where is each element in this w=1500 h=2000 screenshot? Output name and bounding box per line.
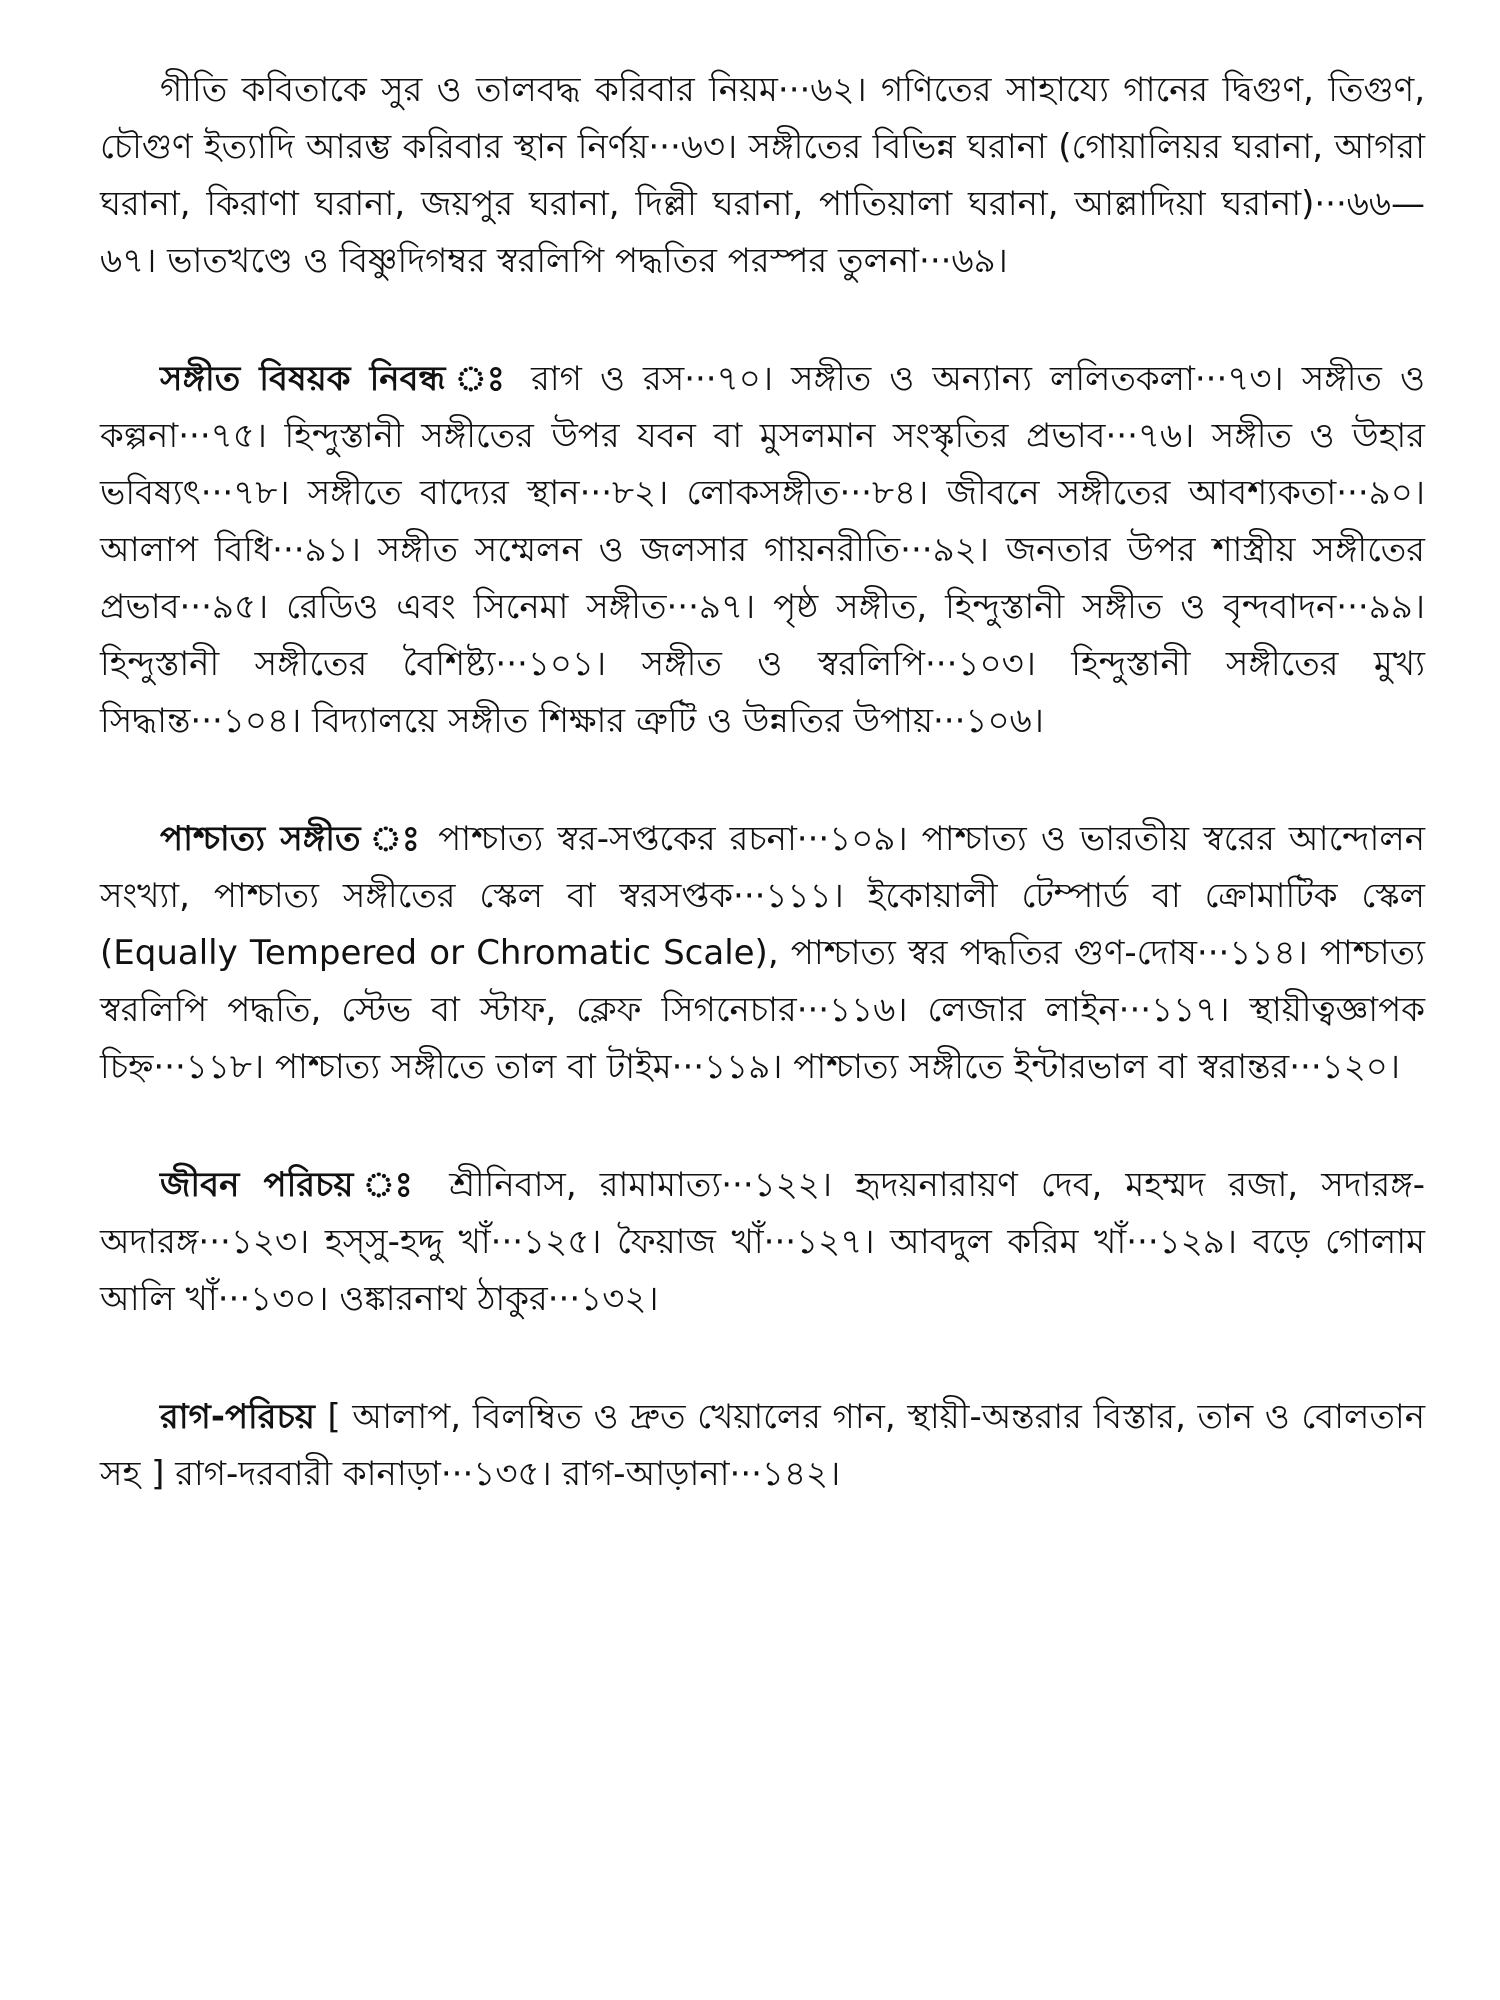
section-body: শ্রীনিবাস, রামামাত্য···১২২। হৃদয়নারায়ণ দেব, মহম্মদ রজা, সদারঙ্গ-অদারঙ্গ···১২৩। হস্সু-হদ্দু খাঁ···১২৫। ফৈয়াজ খাঁ···১২৭। আবদুল করিম খাঁ···১২৯। বড়ে গোলাম আলি খাঁ···১৩০। ওঙ্কারনাথ ঠাকুর···১৩২। [100,1165,1426,1319]
page-content [100,62,1425,1962]
section-separator: ঃ [360,819,439,859]
section-heading: পাশ্চাত্য সঙ্গীত [160,819,361,859]
section-music-essays [100,351,1425,750]
section-separator: ঃ [445,359,532,399]
section-heading: সঙ্গীত বিষয়ক নিবন্ধ [160,359,446,399]
section-body: [ আলাপ, বিলম্বিত ও দ্রুত খেয়ালের গান, স্থায়ী-অন্তরার বিস্তার, তান ও বোলতান সহ ] রাগ-দরবারী কানাড়া···১৩৫। রাগ-আড়ানা···১৪২। [100,1397,1425,1494]
section-body: পাশ্চাত্য স্বর-সপ্তকের রচনা···১০৯। পাশ্চাত্য ও ভারতীয় স্বরের আন্দোলন সংখ্যা, পাশ্চাত্য সঙ্গীতের স্কেল বা স্বরসপ্তক···১১১। ইকোয়ালী টেম্পার্ড বা ক্রোমাটিক স্কেল (Equally Tempered or Chromatic Scale), পাশ্চাত্য স্বর পদ্ধতির গুণ-দোষ···১১৪। পাশ্চাত্য স্বরলিপি পদ্ধতি, স্টেভ বা স্টাফ, ক্লেফ সিগনেচার···১১৬। লেজার লাইন···১১৭। স্থায়ীত্বজ্ঞাপক চিহ্ন···১১৮। পাশ্চাত্য সঙ্গীতে তাল বা টাইম···১১৯। পাশ্চাত্য সঙ্গীতে ইন্টারভাল বা স্বরান্তর···১২০। [100,819,1425,1087]
section-heading: জীবন পরিচয় [160,1165,354,1205]
section-biographies [100,1157,1425,1328]
section-raga-introduction [100,1389,1425,1503]
section-body: রাগ ও রস···৭০। সঙ্গীত ও অন্যান্য ললিতকলা···৭৩। সঙ্গীত ও কল্পনা···৭৫। হিন্দুস্তানী সঙ্গীতের উপর যবন বা মুসলমান সংস্কৃতির প্রভাব···৭৬। সঙ্গীত ও উহার ভবিষ্যৎ···৭৮। সঙ্গীতে বাদ্যের স্থান···৮২। লোকসঙ্গীত···৮৪। জীবনে সঙ্গীতের আবশ্যকতা···৯০। আলাপ বিধি···৯১। সঙ্গীত সম্মেলন ও জলসার গায়নরীতি···৯২। জনতার উপর শাস্ত্রীয় সঙ্গীতের প্রভাব···৯৫। রেডিও এবং সিনেমা সঙ্গীত···৯৭। পৃষ্ঠ সঙ্গীত, হিন্দুস্তানী সঙ্গীত ও বৃন্দবাদন···৯৯। হিন্দুস্তানী সঙ্গীতের বৈশিষ্ট্য···১০১। সঙ্গীত ও স্বরলিপি···১০৩। হিন্দুস্তানী সঙ্গীতের মুখ্য সিদ্ধান্ত···১০৪। বিদ্যালয়ে সঙ্গীত শিক্ষার ত্রুটি ও উন্নতির উপায়···১০৬। [100,359,1425,741]
section-separator [315,1397,328,1437]
section-music-theory [100,62,1425,290]
section-heading: রাগ-পরিচয় [160,1397,315,1437]
section-separator: ঃ [353,1165,450,1205]
section-western-music [100,811,1425,1096]
section-body: গীতি কবিতাকে সুর ও তালবদ্ধ করিবার নিয়ম···৬২। গণিতের সাহায্যে গানের দ্বিগুণ, তিগুণ, চৌগুণ ইত্যাদি আরম্ভ করিবার স্থান নির্ণয়···৬৩। সঙ্গীতের বিভিন্ন ঘরানা (গোয়ালিয়র ঘরানা, আগরা ঘরানা, কিরাণা ঘরানা, জয়পুর ঘরানা, দিল্লী ঘরানা, পাতিয়ালা ঘরানা, আল্লাদিয়া ঘরানা)···৬৬—৬৭। ভাতখণ্ডে ও বিষ্ণুদিগম্বর স্বরলিপি পদ্ধতির পরস্পর তুলনা···৬৯। [100,70,1425,281]
